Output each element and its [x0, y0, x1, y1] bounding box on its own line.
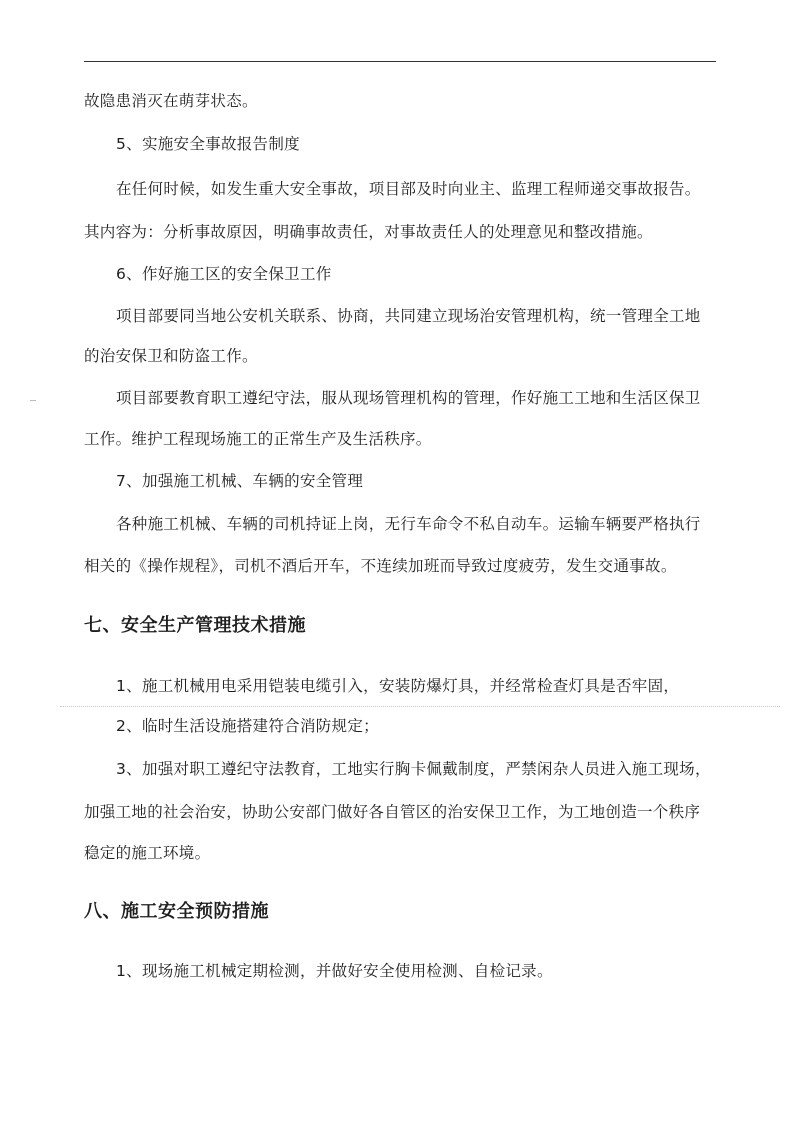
subheading-7: 7、加强施工机械、车辆的安全管理 [116, 472, 364, 490]
paragraph-line: 的治安保卫和防盗工作。 [84, 347, 258, 365]
paragraph-line: 故隐患消灭在萌芽状态。 [84, 92, 258, 110]
list-item: 3、加强对职工遵纪守法教育，工地实行胸卡佩戴制度，严禁闲杂人员进入施工现场， [116, 760, 711, 778]
paragraph-line: 稳定的施工环境。 [84, 844, 211, 862]
scan-artifact-line [60, 706, 780, 707]
list-item: 1、施工机械用电采用铠装电缆引入，安装防爆灯具，并经常检查灯具是否牢固， [116, 677, 680, 695]
paragraph-line: 加强工地的社会治安，协助公安部门做好各自管区的治安保卫工作，为工地创造一个秩序 [84, 803, 701, 821]
paragraph-line: 项目部要同当地公安机关联系、协商，共同建立现场治安管理机构，统一管理全工地 [116, 307, 701, 325]
paragraph-line: 相关的《操作规程》，司机不酒后开车，不连续加班而导致过度疲劳，发生交通事故。 [84, 557, 677, 575]
section-heading-8: 八、施工安全预防措施 [84, 901, 269, 922]
list-item: 2、临时生活设施搭建符合消防规定； [116, 717, 379, 735]
paragraph-line: 工作。维护工程现场施工的正常生产及生活秩序。 [84, 430, 432, 448]
list-item: 1、现场施工机械定期检测，并做好安全使用检测、自检记录。 [116, 962, 553, 980]
paragraph-line: 在任何时候，如发生重大安全事故，项目部及时向业主、监理工程师递交事故报告。 [116, 180, 701, 198]
scan-artifact [30, 400, 36, 401]
paragraph-line: 其内容为：分析事故原因，明确事故责任，对事故责任人的处理意见和整改措施。 [84, 223, 653, 241]
header-rule [84, 61, 716, 62]
subheading-5: 5、实施安全事故报告制度 [116, 135, 300, 153]
paragraph-line: 各种施工机械、车辆的司机持证上岗，无行车命令不私自动车。运输车辆要严格执行 [116, 515, 701, 533]
section-heading-7: 七、安全生产管理技术措施 [84, 615, 306, 636]
subheading-6: 6、作好施工区的安全保卫工作 [116, 265, 332, 283]
paragraph-line: 项目部要教育职工遵纪守法，服从现场管理机构的管理，作好施工工地和生活区保卫 [116, 389, 701, 407]
